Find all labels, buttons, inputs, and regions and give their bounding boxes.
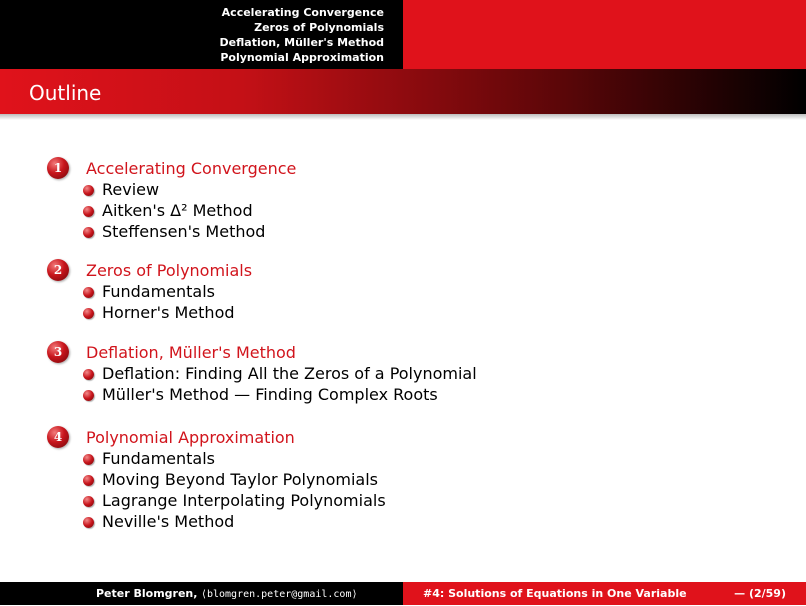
subsection-label: Review — [102, 180, 160, 199]
header-accent-panel — [403, 0, 806, 69]
title-bar-shadow — [0, 114, 806, 120]
bullet-ball-icon — [83, 308, 94, 319]
presentation-title: #4: Solutions of Equations in One Variable — [423, 587, 687, 600]
bullet-ball-icon — [83, 454, 94, 465]
bullet-ball-icon — [83, 369, 94, 380]
section-title[interactable]: Zeros of Polynomials — [86, 261, 253, 280]
bullet-ball-icon — [83, 206, 94, 217]
bullet-ball-icon — [83, 287, 94, 298]
frame-title: Outline — [29, 81, 102, 105]
bullet-ball-icon — [83, 475, 94, 486]
section-number-ball: 2 — [47, 259, 69, 281]
subsection-label: Fundamentals — [102, 449, 215, 468]
section-number-ball: 1 — [47, 157, 69, 179]
footer-bar — [0, 582, 806, 605]
section-number-ball: 4 — [47, 426, 69, 448]
bullet-ball-icon — [83, 517, 94, 528]
subsection-label: Aitken's Δ² Method — [102, 201, 253, 220]
nav-link-accelerating-convergence[interactable]: Accelerating Convergence — [221, 6, 384, 19]
section-title[interactable]: Polynomial Approximation — [86, 428, 295, 447]
page-number: — (2/59) — [734, 587, 786, 600]
author-name: Peter Blomgren, — [96, 587, 198, 600]
nav-link-zeros-of-polynomials[interactable]: Zeros of Polynomials — [254, 21, 384, 34]
subsection-label: Deflation: Finding All the Zeros of a Polynomial — [102, 364, 477, 383]
subsection-label: Lagrange Interpolating Polynomials — [102, 491, 386, 510]
nav-link-polynomial-approximation[interactable]: Polynomial Approximation — [220, 51, 384, 64]
footer-title-panel — [403, 582, 806, 605]
section-title[interactable]: Deflation, Müller's Method — [86, 343, 296, 362]
subsection-label: Steffensen's Method — [102, 222, 266, 241]
author-email: ⟨blomgren.peter@gmail.com⟩ — [200, 589, 358, 600]
frame-title-bar — [0, 69, 806, 114]
top-navigation-bar — [0, 0, 806, 69]
section-number-ball: 3 — [47, 341, 69, 363]
nav-link-deflation-mullers-method[interactable]: Deflation, Müller's Method — [219, 36, 384, 49]
author-line — [96, 582, 358, 606]
bullet-ball-icon — [83, 185, 94, 196]
subsection-label: Neville's Method — [102, 512, 235, 531]
subsection-label: Müller's Method — Finding Complex Roots — [102, 385, 438, 404]
section-nav-list — [220, 5, 384, 65]
bullet-ball-icon — [83, 227, 94, 238]
subsection-label: Horner's Method — [102, 303, 235, 322]
section-title[interactable]: Accelerating Convergence — [86, 159, 297, 178]
section-nav-panel — [0, 0, 403, 69]
subsection-label: Moving Beyond Taylor Polynomials — [102, 470, 378, 489]
bullet-ball-icon — [83, 390, 94, 401]
footer-author-panel — [0, 582, 403, 605]
subsection-label: Fundamentals — [102, 282, 215, 301]
bullet-ball-icon — [83, 496, 94, 507]
